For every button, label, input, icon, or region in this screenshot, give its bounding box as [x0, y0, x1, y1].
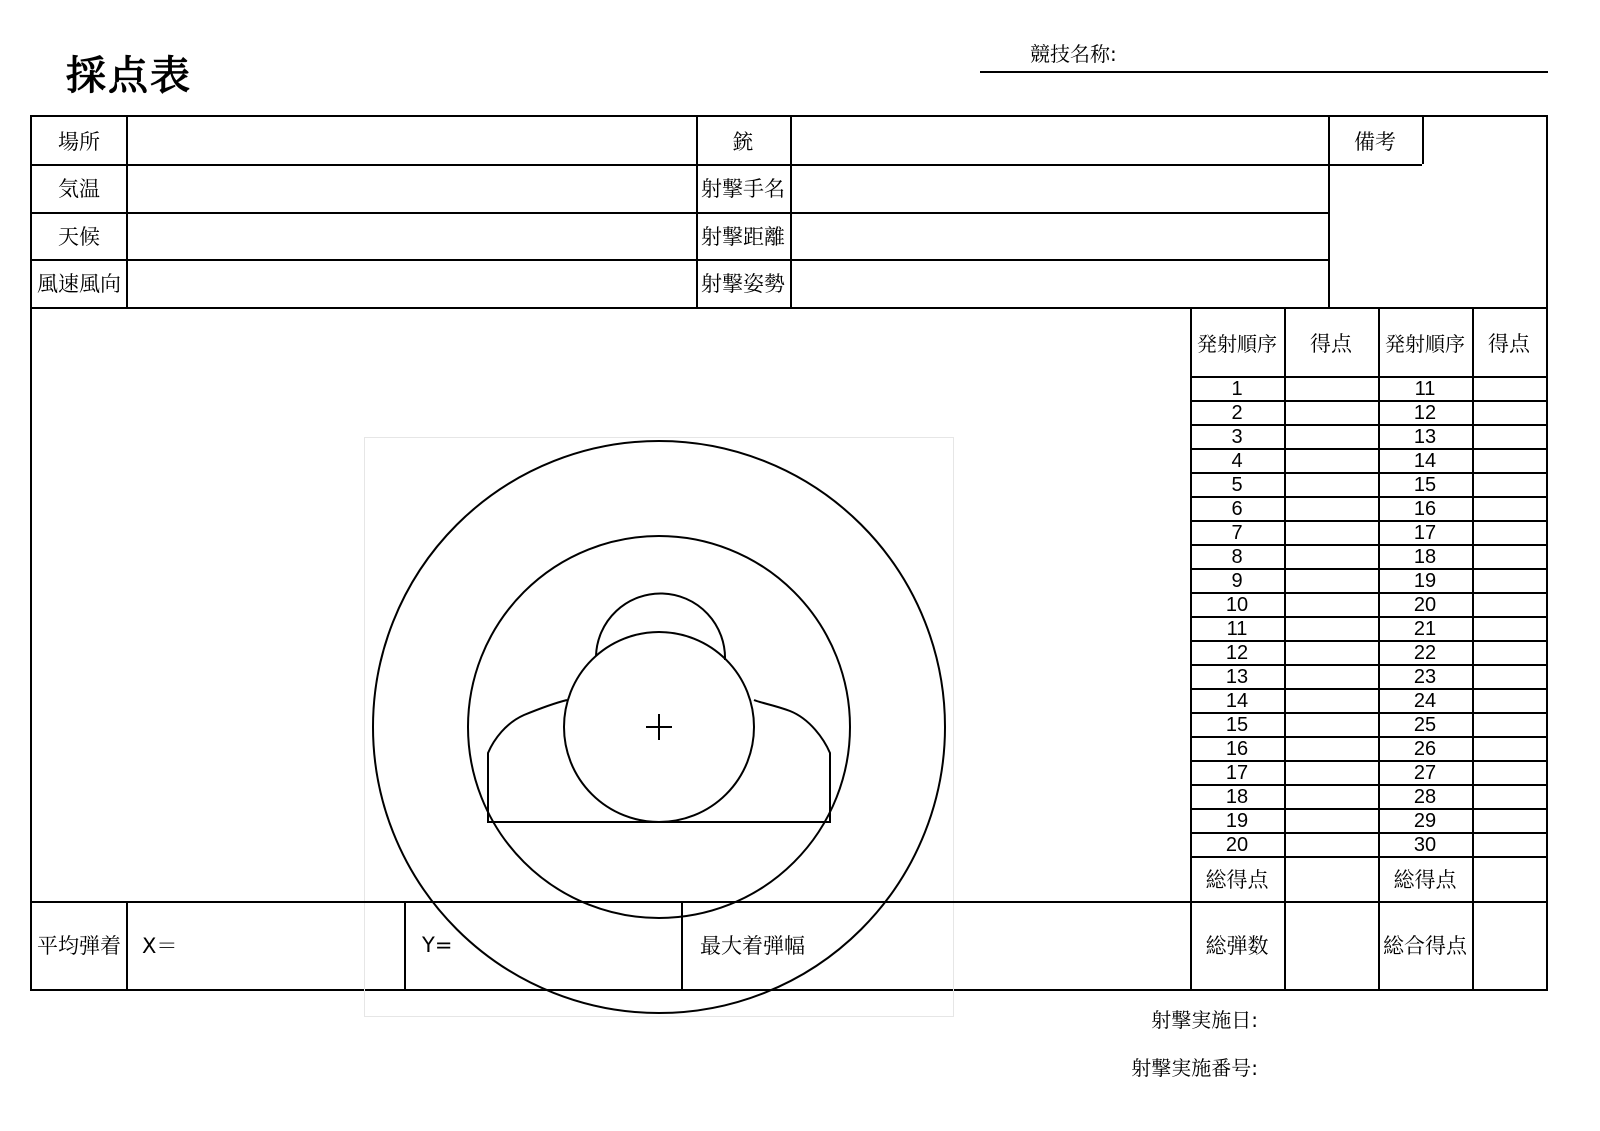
score-cell[interactable] — [1474, 618, 1544, 640]
distance-label: 射撃距離 — [701, 224, 785, 249]
grand-total-field[interactable] — [1474, 903, 1544, 987]
grand-total-label: 総合得点 — [1383, 934, 1467, 958]
score-cell[interactable] — [1286, 834, 1376, 856]
score-cell[interactable] — [1474, 402, 1544, 424]
score-sheet — [30, 115, 1548, 991]
shot-number: 23 — [1413, 665, 1437, 688]
shot-number: 20 — [1225, 833, 1249, 856]
score-cell[interactable] — [1474, 450, 1544, 472]
shot-number: 26 — [1413, 737, 1437, 760]
shot-number: 21 — [1413, 617, 1437, 640]
shot-order-header-1: 発射順序 — [1197, 332, 1277, 356]
score-cell[interactable] — [1474, 570, 1544, 592]
shot-number: 5 — [1231, 473, 1243, 496]
shot-number: 12 — [1413, 401, 1437, 424]
score-cell[interactable] — [1286, 594, 1376, 616]
score-cell[interactable] — [1474, 474, 1544, 496]
score-cell[interactable] — [1286, 570, 1376, 592]
score-cell[interactable] — [1286, 714, 1376, 736]
shot-number: 15 — [1413, 473, 1437, 496]
subtotal-label-1: 総得点 — [1205, 867, 1269, 892]
score-cell[interactable] — [1474, 594, 1544, 616]
score-cell[interactable] — [1474, 786, 1544, 808]
score-cell[interactable] — [1286, 642, 1376, 664]
grid-line — [126, 901, 128, 989]
score-cell[interactable] — [1286, 402, 1376, 424]
score-cell[interactable] — [1286, 738, 1376, 760]
score-cell[interactable] — [1286, 666, 1376, 688]
shot-number: 15 — [1225, 713, 1249, 736]
weather-label: 天候 — [58, 224, 100, 249]
max-spread-label: 最大着弾幅 — [700, 934, 805, 958]
score-cell[interactable] — [1474, 498, 1544, 520]
score-cell[interactable] — [1286, 474, 1376, 496]
score-cell[interactable] — [1286, 810, 1376, 832]
shot-number: 3 — [1231, 425, 1243, 448]
shot-number: 2 — [1231, 401, 1243, 424]
place-label: 場所 — [58, 129, 100, 154]
shot-number: 29 — [1413, 809, 1437, 832]
score-header-2: 得点 — [1488, 331, 1530, 356]
score-cell[interactable] — [1474, 522, 1544, 544]
score-cell[interactable] — [1286, 786, 1376, 808]
score-cell[interactable] — [1474, 834, 1544, 856]
shot-number: 30 — [1413, 833, 1437, 856]
score-cell[interactable] — [1474, 642, 1544, 664]
shoot-date-label: 射撃実施日: — [1151, 1008, 1258, 1032]
grid-line — [404, 901, 406, 989]
temperature-label: 気温 — [58, 177, 100, 201]
shot-number: 13 — [1413, 425, 1437, 448]
score-cell[interactable] — [1286, 546, 1376, 568]
shot-number: 1 — [1231, 377, 1243, 400]
shot-number: 20 — [1413, 593, 1437, 616]
total-rounds-field[interactable] — [1286, 903, 1376, 987]
score-header-1: 得点 — [1310, 331, 1352, 356]
shot-number: 27 — [1413, 761, 1437, 784]
shot-number: 18 — [1413, 545, 1437, 568]
score-cell[interactable] — [1474, 378, 1544, 400]
score-cell[interactable] — [1474, 762, 1544, 784]
total-rounds-label: 総弾数 — [1205, 934, 1269, 958]
shot-number: 22 — [1413, 641, 1437, 664]
shot-number: 14 — [1225, 689, 1249, 712]
score-cell[interactable] — [1474, 714, 1544, 736]
shot-number: 18 — [1225, 785, 1249, 808]
shot-order-header-2: 発射順序 — [1385, 332, 1465, 356]
shot-number: 28 — [1413, 785, 1437, 808]
score-cell[interactable] — [1286, 498, 1376, 520]
shot-number: 4 — [1231, 449, 1243, 472]
shot-number: 12 — [1225, 641, 1249, 664]
shot-number: 19 — [1225, 809, 1249, 832]
shot-number: 13 — [1225, 665, 1249, 688]
posture-label: 射撃姿勢 — [701, 272, 785, 296]
score-cell[interactable] — [1474, 690, 1544, 712]
shot-number: 6 — [1231, 497, 1243, 520]
score-cell[interactable] — [1474, 546, 1544, 568]
event-name-line[interactable] — [980, 71, 1548, 73]
shot-number: 11 — [1226, 617, 1248, 640]
gun-label: 銃 — [732, 129, 754, 154]
shot-number: 7 — [1231, 521, 1243, 544]
shot-number: 25 — [1413, 713, 1437, 736]
shot-number: 17 — [1225, 761, 1249, 784]
score-cell[interactable] — [1286, 522, 1376, 544]
score-cell[interactable] — [1286, 426, 1376, 448]
wind-label: 風速風向 — [37, 272, 121, 296]
score-cell[interactable] — [1474, 738, 1544, 760]
shot-number: 24 — [1413, 689, 1437, 712]
remarks-label: 備考 — [1354, 129, 1396, 154]
score-cell[interactable] — [1286, 378, 1376, 400]
y-field[interactable] — [462, 903, 694, 987]
shot-number: 14 — [1413, 449, 1437, 472]
shot-number: 10 — [1225, 593, 1249, 616]
score-cell[interactable] — [1474, 426, 1544, 448]
shot-number: 8 — [1231, 545, 1243, 568]
score-cell[interactable] — [1286, 450, 1376, 472]
shoot-number-label: 射撃実施番号: — [1131, 1056, 1258, 1080]
subtotal-field-2[interactable] — [1474, 858, 1544, 899]
shot-number: 11 — [1414, 377, 1436, 400]
shot-number: 19 — [1413, 569, 1437, 592]
score-cell[interactable] — [1286, 762, 1376, 784]
y-label: Y= — [422, 933, 453, 957]
x-label: X＝ — [142, 934, 178, 958]
mean-impact-label: 平均弾着 — [37, 934, 121, 958]
subtotal-label-2: 総得点 — [1393, 867, 1457, 892]
max-spread-field[interactable] — [852, 903, 1188, 987]
page-title: 採点表 — [66, 53, 192, 99]
subtotal-field-1[interactable] — [1286, 858, 1376, 899]
shot-number: 9 — [1231, 569, 1243, 592]
shooter-label: 射撃手名 — [701, 177, 785, 201]
x-field[interactable] — [192, 903, 402, 987]
shot-number: 16 — [1225, 737, 1249, 760]
shot-number: 16 — [1413, 497, 1437, 520]
event-name-label: 競技名称: — [1030, 42, 1117, 66]
score-cell[interactable] — [1474, 666, 1544, 688]
score-cell[interactable] — [1286, 618, 1376, 640]
score-cell[interactable] — [1474, 810, 1544, 832]
shot-number: 17 — [1413, 521, 1437, 544]
score-cell[interactable] — [1286, 690, 1376, 712]
